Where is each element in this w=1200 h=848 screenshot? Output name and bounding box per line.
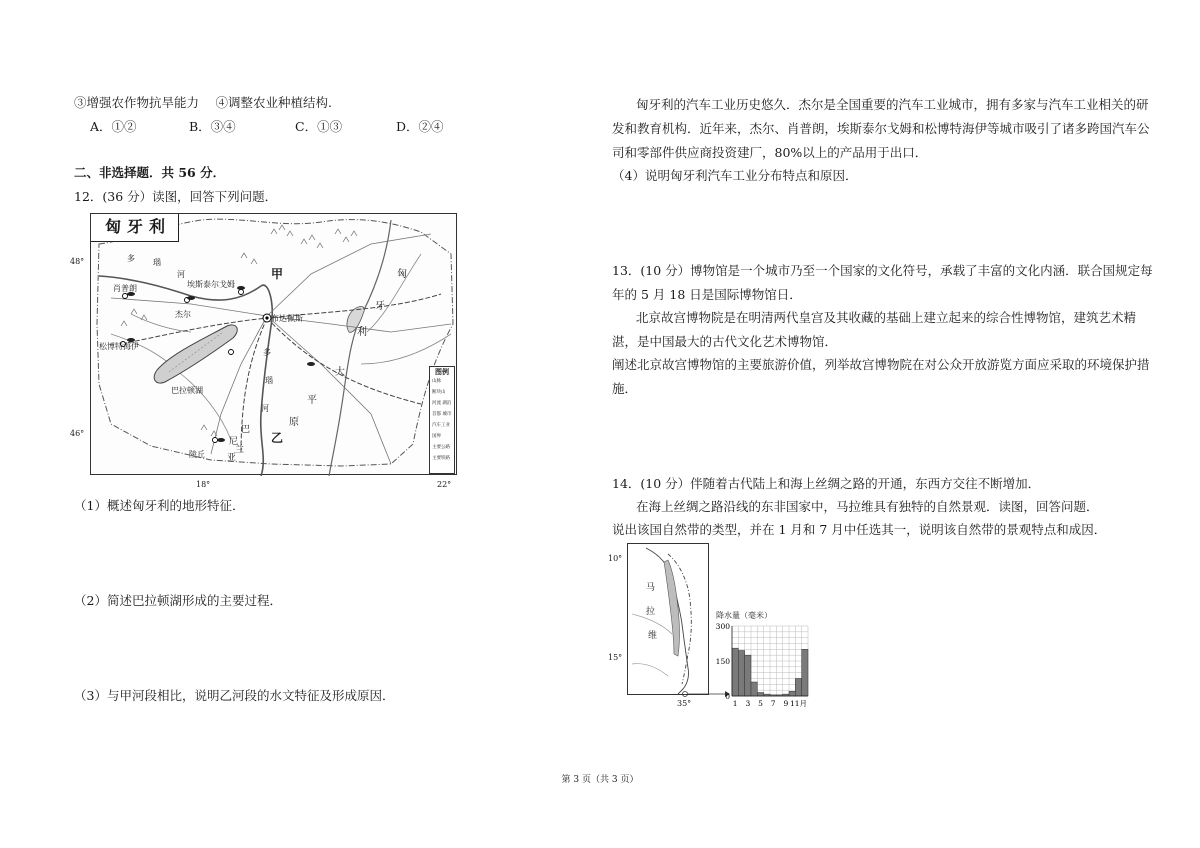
label-pecs: 陵丘 (189, 450, 205, 459)
label-sopron: 肖普朗 (113, 284, 137, 293)
legend-item: 国界 (432, 434, 441, 439)
y-tick-label: 150 (715, 657, 730, 666)
q12-sub2: （2）简述巴拉顿湖形成的主要过程． (74, 593, 282, 608)
label-ping: 平 (307, 395, 317, 406)
malawi-map (627, 543, 709, 695)
map-legend (429, 366, 455, 474)
q14-line-2: 在海上丝绸之路沿线的东非国家中，马拉维具有独特的自然景观．读图，回答问题． (636, 499, 1099, 514)
malawi-lat-15: 15° (608, 653, 623, 662)
bar-month-3 (745, 655, 751, 696)
q12-sub1: （1）概述匈牙利的地形特征． (74, 498, 245, 513)
bar-month-11 (795, 679, 801, 697)
label-budapest: 布达佩斯 (271, 314, 303, 323)
legend-item: 山脉 (432, 379, 441, 384)
label-yi: 乙 (271, 431, 284, 445)
malawi-lat-10: 10° (608, 554, 623, 563)
section-title: 二、非选择题．共 56 分． (74, 165, 226, 180)
legend-item: 汽车工业 (432, 423, 450, 428)
bar-month-1 (732, 648, 738, 696)
q13-line-1: 13．(10 分）博物馆是一个城市乃至一个国家的文化符号，承载了丰富的文化内涵．联合国规定每 (612, 263, 1153, 278)
q11-option-a[interactable]: A．①② (90, 119, 137, 134)
label-nao: 瑙 (153, 258, 161, 267)
lon-22-tick: 22° (437, 480, 452, 489)
q11-choice-line: ③增强农作物抗旱能力 ④调整农业种植结构. (74, 95, 332, 110)
x-tick-label: 1 (732, 699, 738, 708)
x-tick-label: 3 (745, 699, 751, 708)
map-title: 匈牙利 (91, 214, 179, 242)
label-duo: 多 (127, 254, 135, 263)
label-gyor: 杰尔 (175, 310, 191, 319)
label-he2: 河 (261, 404, 269, 413)
q11-option-b[interactable]: B．③④ (189, 119, 236, 134)
legend-item: 断块山 (432, 390, 446, 395)
y-tick-label: 0 (725, 692, 730, 701)
label-yuan: 原 (289, 417, 299, 428)
legend-item: 首都 城市 (432, 412, 452, 417)
label-xiong: 匈 (397, 269, 407, 280)
bar-month-5 (757, 693, 763, 697)
q14-line-3: 说出该国自然带的类型，并在 1 月和 7 月中任选其一，说明该自然带的景观特点和成因． (612, 522, 1107, 537)
label-ya: 牙 (375, 301, 385, 312)
q11-option-d[interactable]: D．②④ (396, 119, 444, 134)
malawi-lon-35: 35° (677, 699, 692, 708)
bar-month-4 (751, 682, 757, 696)
q12-intro-line-2: 发和教育机构．近年来，杰尔、肖普朗，埃斯泰尔戈姆和松博特海伊等城市吸引了诸多跨国汽车公 (612, 121, 1150, 136)
bar-month-2 (738, 651, 744, 697)
q12-sub3: （3）与甲河段相比，说明乙河段的水文特征及形成原因． (74, 688, 395, 703)
label-esztergom: 埃斯泰尔戈姆 (187, 280, 235, 289)
q12-sub4: （4）说明匈牙利汽车工业分布特点和原因． (612, 168, 858, 183)
chart-ylabel: 降水量（毫米） (716, 611, 772, 620)
label-he: 河 (177, 270, 185, 279)
precipitation-chart (708, 620, 812, 708)
lon-18-tick: 18° (196, 480, 211, 489)
x-tick-label: 9 (783, 699, 789, 708)
legend-item: 河流 湖泊 (432, 401, 452, 406)
label-ba: 巴 (241, 425, 251, 435)
page-footer: 第 3 页（共 3 页） (561, 775, 639, 785)
bar-month-10 (789, 691, 795, 696)
label-da: 大 (335, 367, 345, 378)
y-tick-label: 300 (715, 622, 730, 631)
legend-item: 主要铁路 (432, 456, 450, 461)
q13-line-4: 湛，是中国最大的古代文化艺术博物馆． (612, 334, 838, 349)
bar-month-12 (802, 649, 808, 696)
q11-option-c[interactable]: C．①③ (295, 119, 343, 134)
q12-intro-line-3: 司和零部件供应商投资建厂，80%以上的产品用于出口． (612, 145, 928, 160)
malawi-char-3: 维 (648, 631, 658, 641)
hungary-map (90, 213, 457, 475)
q13-line-3: 北京故宫博物院是在明清两代皇宫及其收藏的基础上建立起来的综合性博物馆，建筑艺术精 (636, 310, 1137, 325)
label-balaton: 巴拉顿湖 (171, 386, 203, 395)
q12-intro-line-1: 匈牙利的汽车工业历史悠久．杰尔是全国重要的汽车工业城市，拥有多家与汽车工业相关的研 (636, 97, 1149, 112)
label-li: 利 (357, 327, 367, 338)
lat-48-tick: 48° (70, 257, 85, 266)
label-ni: 尼 (229, 437, 239, 447)
q13-line-5: 阐述北京故宫博物馆的主要旅游价值，列举故宫博物院在对公众开放游览方面应采取的环境保护措 (612, 357, 1150, 372)
label-lan: 兰 (235, 445, 245, 455)
q14-line-1: 14．(10 分）伴随着古代陆上和海上丝绸之路的开通，东西方交往不断增加． (612, 476, 1041, 491)
label-jia: 甲 (271, 267, 284, 281)
label-ya2: 亚 (227, 453, 237, 463)
lat-46-tick: 46° (70, 429, 85, 438)
label-szombathely: 松博特海伊 (99, 342, 139, 351)
label-duo2: 多 (263, 348, 271, 357)
legend-item: 主要公路 (432, 445, 450, 450)
q13-line-2: 年的 5 月 18 日是国际博物馆日． (612, 287, 802, 302)
x-tick-label: 7 (770, 699, 776, 708)
label-nao2: 瑙 (265, 376, 273, 385)
malawi-map-drawing (628, 544, 708, 694)
malawi-char-2: 拉 (646, 607, 656, 617)
q12-stem: 12．(36 分）读图，回答下列问题． (74, 189, 278, 204)
q13-line-6: 施． (612, 381, 638, 396)
malawi-char-1: 马 (646, 583, 656, 593)
legend-title: 图例 (435, 367, 449, 376)
x-tick-label: 5 (758, 699, 763, 708)
x-tick-label: 11月 (789, 699, 808, 708)
